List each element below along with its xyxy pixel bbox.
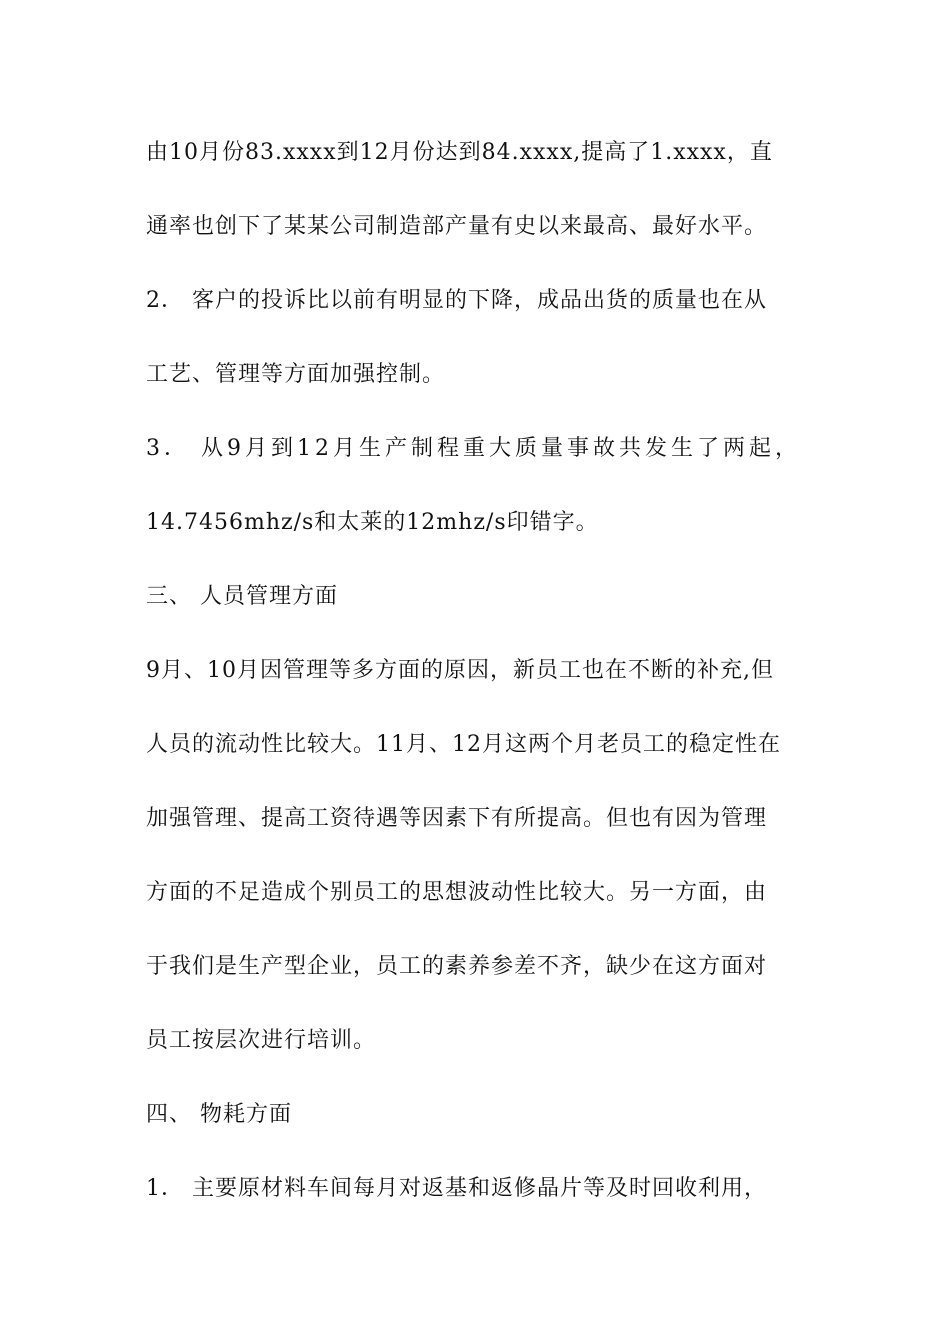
text-line: 于我们是生产型企业，员工的素养参差不齐，缺少在这方面对 — [146, 954, 768, 979]
section-heading-personnel: 三、 人员管理方面 — [146, 584, 338, 609]
text-line: 方面的不足造成个别员工的思想波动性比较大。另一方面，由 — [146, 880, 768, 905]
list-item-1: 1． 主要原材料车间每月对返基和返修晶片等及时回收利用， — [146, 1176, 767, 1201]
text-line: 9月、10月因管理等多方面的原因，新员工也在不断的补充,但 — [146, 658, 774, 683]
text-line: 工艺、管理等方面加强控制。 — [146, 362, 446, 387]
list-item-2: 2． 客户的投诉比以前有明显的下降，成品出货的质量也在从 — [146, 288, 767, 313]
section-heading-materials: 四、 物耗方面 — [146, 1102, 292, 1127]
text-line: 加强管理、提高工资待遇等因素下有所提高。但也有因为管理 — [146, 806, 768, 831]
list-item-3: 3． 从9月到12月生产制程重大质量事故共发生了两起， — [146, 436, 801, 461]
text-line: 14.7456mhz/s和太莱的12mhz/s印错字。 — [146, 510, 599, 535]
text-line: 通率也创下了某某公司制造部产量有史以来最高、最好水平。 — [146, 214, 768, 239]
text-line: 人员的流动性比较大。11月、12月这两个月老员工的稳定性在 — [146, 732, 781, 757]
text-line: 员工按层次进行培训。 — [146, 1028, 377, 1053]
text-line: 由10月份83.xxxx到12月份达到84.xxxx,提高了1.xxxx，直 — [146, 140, 773, 165]
